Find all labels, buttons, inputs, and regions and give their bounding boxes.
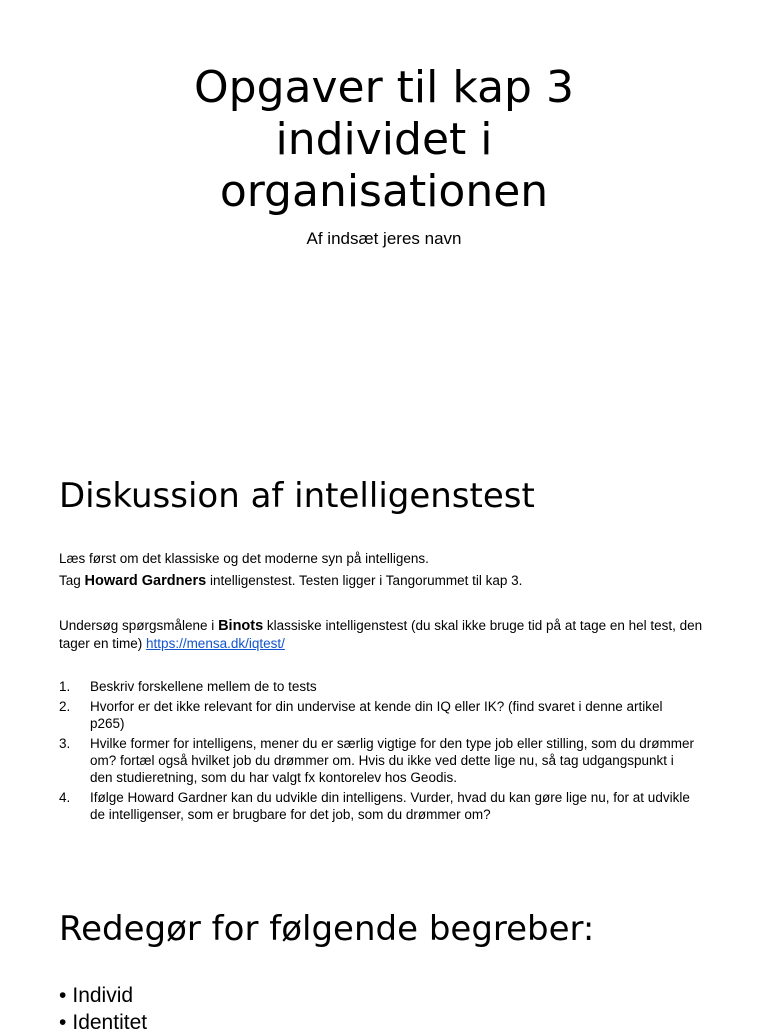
- paragraph-text: Tag: [59, 573, 85, 588]
- list-item: • Individ: [59, 982, 147, 1009]
- list-item-text: Beskriv forskellene mellem de to tests: [90, 679, 317, 694]
- list-number: 3.: [59, 736, 71, 751]
- list-item-text: Hvilke former for intelligens, mener du er særlig vigtige for den type job eller stilling, som du drømmer om? fortæl også hvilket job du drømmer om. Hvis du ikke ved dette lige nu, så tag udgangspunkt i den studieretning, som du har valgt fx kontorelev hos Geodis.: [90, 736, 694, 785]
- paragraph-text: Undersøg spørgsmålene i: [59, 618, 219, 633]
- list-number: 1.: [59, 679, 71, 694]
- title-line-2: individet i: [275, 114, 493, 165]
- paragraph-read-first: Læs først om det klassiske og det moderne syn på intelligens.: [59, 551, 429, 566]
- title-line-1: Opgaver til kap 3: [194, 62, 574, 113]
- section-heading-concepts: Redegør for følgende begreber:: [59, 909, 595, 949]
- list-item-text: Hvorfor er det ikke relevant for din undervise at kende din IQ eller IK? (find svaret i denne artikel p265): [90, 699, 663, 731]
- paragraph-text: klassiske intelligenstest (du skal ikke bruge tid på at tage en hel test, den tager en time): [59, 618, 703, 651]
- task-list: [59, 678, 699, 826]
- bold-name-gardner: Howard Gardners: [84, 573, 207, 589]
- list-item: [59, 698, 699, 732]
- mensa-iqtest-link[interactable]: https://mensa.dk/iqtest/: [146, 636, 285, 651]
- list-number: 2.: [59, 699, 71, 714]
- paragraph-gardner-test: [59, 572, 709, 590]
- paragraph-binot-test: [59, 617, 709, 652]
- list-item: • Identitet: [59, 1009, 147, 1036]
- list-number: 4.: [59, 790, 71, 805]
- page-title: [0, 62, 768, 218]
- list-item: [59, 789, 699, 823]
- list-item-text: Ifølge Howard Gardner kan du udvikle din intelligens. Vurder, hvad du kan gøre lige nu, for at udvikle de intelligenser, som er brugbare for det job, som du drømmer om?: [90, 790, 690, 822]
- subtitle: Af indsæt jeres navn: [306, 229, 462, 248]
- concept-list: [59, 982, 147, 1036]
- list-item: [59, 735, 699, 786]
- bold-name-binot: Binots: [218, 618, 264, 634]
- section-heading-intelligence-test: Diskussion af intelligenstest: [59, 476, 535, 516]
- title-line-3: organisationen: [219, 166, 549, 217]
- paragraph-text: intelligenstest. Testen ligger i Tangorummet til kap 3.: [206, 573, 523, 588]
- list-item: [59, 678, 699, 695]
